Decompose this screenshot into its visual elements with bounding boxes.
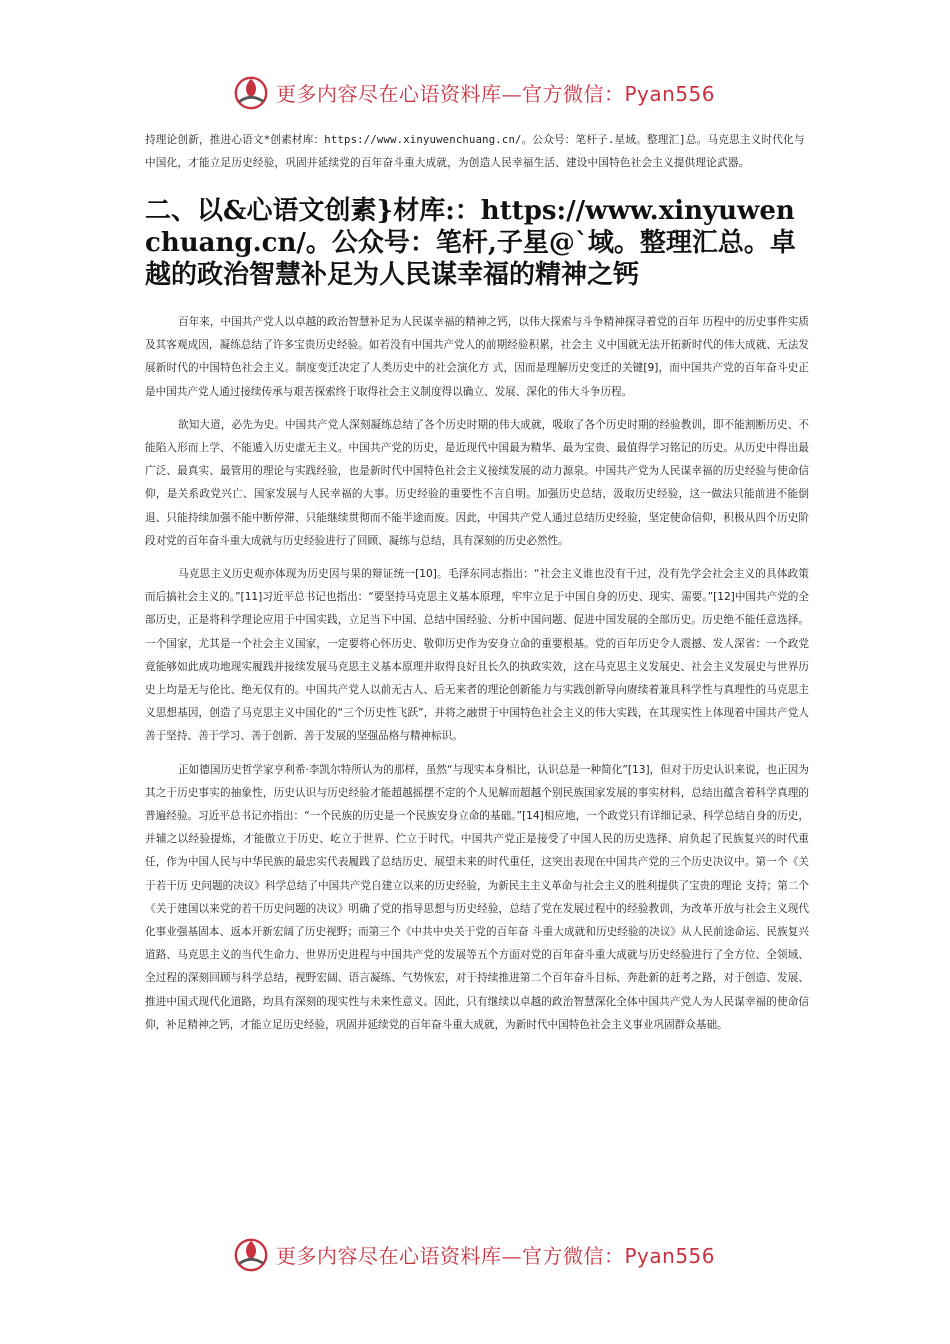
banner-text bbox=[276, 78, 715, 107]
banner-main-text: 更多内容尽在心语资料库—官方微信： bbox=[276, 1243, 625, 1268]
banner-text bbox=[276, 1240, 715, 1269]
document-body bbox=[145, 129, 809, 1047]
body-paragraph-1: 百年来，中国共产党人以卓越的政治智慧补足为人民谋幸福的精神之钙，以伟大探索与斗争精神探寻着党的百年 历程中的历史事件实质及其客观成因，凝练总结了许多宝贵历史经验。如若没有中国共产党人的前期经验积累，社会主 义中国就无法开拓新时代的伟大成就、无法发展新时代的中国特色社会主义。制度变迁决定了人类历史中的社会演化方 式，因而是理解历史变迁的关键[9]，而中国共产党的百年奋斗史正是中国共产党人通过接续传承与艰苦探索终于取得社会主义制度得以确立、发展、深化的伟大斗争历程。 bbox=[145, 316, 809, 398]
body-paragraph-2: 欲知大道，必先为史。中国共产党人深刻凝练总结了各个历史时期的伟大成就，吸取了各个历史时期的经验教训，即不能割断历史、不能陷入形而上学、不能遁入历史虚无主义。中国共产党的历史，是近现代中国最为精华、最为宝贵、最值得学习铭记的历史。从历史中得出最广泛、最真实、最管用的理论与实践经验，也是新时代中国特色社会主义接续发展的动力源泉。中国共产党为人民谋幸福的历史经验与使命信仰，是关系政党兴亡、国家发展与人民幸福的大事。历史经验的重要性不言自明。加强历史总结，汲取历史经验，这一做法只能前进不能倒退、只能持续加强不能中断停滞、只能继续贯彻而不能半途而废。因此，中国共产党人通过总结历史经验，坚定使命信仰，积极从四个历史阶段对党的百年奋斗重大成就与历史经验进行了回顾、凝练与总结，具有深刻的历史必然性。 bbox=[145, 418, 809, 547]
body-paragraph-4: 正如德国历史哲学家亨利希·李凯尔特所认为的那样，虽然“与现实本身相比，认识总是一种简化”[13]，但对于历史认识来说，也正因为其之于历史事实的抽象性，历史认识与历史经验才能超越摇摆不定的个人见解而超越个别民族国家发展的事实材料，总结出蕴含着科学真理的普遍经验。习近平总书记亦指出：“一个民族的历史是一个民族安身立命的基础。”[14]相应地，一个政党只有详细记录、科学总结自身的历史，并辅之以经验提炼，才能傲立于历史、屹立于世界、伫立于时代。中国共产党正是接受了中国人民的历史选择、肩负起了民族复兴的时代重任，作为中国人民与中华民族的最忠实代表履践了总结历史、展望未来的时代重任，这突出表现在中国共产党的三个历史决议中。第一个《关于若干历 史问题的决议》科学总结了中国共产党自建立以来的历史经验，为新民主主义革命与社会主义的胜利提供了宝贵的理论 支持；第二个《关于建国以来党的若干历史问题的决议》明确了党的指导思想与历史经验，总结了党在发展过程中的经验教训，为改革开放与社会主义现代化事业强基固本、返本开新宏阔了历史视野；而第三个《中共中央关于党的百年奋 斗重大成就和历史经验的决议》从人民前途命运、民族复兴道路、马克思主义的当代生命力、世界历史进程与中国共产党的发展等五个方面对党的百年奋斗重大成就与历史经验进行了全方位、全领域、全过程的深刻回顾与科学总结，视野宏阔、语言凝练、气势恢宏，对于持续推进第二个百年奋斗目标、奔赴新的赶考之路，对于创造、发展、推进中国式现代化道路，均具有深刻的现实性与未来性意义。因此，只有继续以卓越的政治智慧深化全体中国共产党人为人民谋幸福的使命信仰，补足精神之钙，才能立足历史经验，巩固并延续党的百年奋斗重大成就，为新时代中国特色社会主义事业巩固群众基础。 bbox=[145, 763, 809, 1031]
header-banner bbox=[232, 72, 732, 112]
flame-logo-icon bbox=[232, 73, 270, 111]
body-paragraph-3: 马克思主义历史观亦体现为历史因与果的辩证统一[10]。毛泽东同志指出：“社会主义谁也没有干过，没有先学会社会主义的具体政策而后搞社会主义的。”[11]习近平总书记也指出：“要坚持马克思主义基本原理，牢牢立足于中国自身的历史、现实、需要。”[12]中国共产党的全部历史，正是将科学理论应用于中国实践，立足当下中国、总结中国经验、分析中国问题、促进中国发展的全部历史。历史绝不能任意选择。一个国家，尤其是一个社会主义国家，一定要将心怀历史、敬仰历史作为安身立命的重要根基。党的百年历史令人震撼、发人深省：一个政党竟能够如此成功地现实履践并接续发展马克思主义基本原理并取得良好且长久的执政实效，这在马克思主义发展史、社会主义发展史与世界历史上均是无与伦比、绝无仅有的。中国共产党人以前无古人、后无来者的理论创新能力与实践创新导向赓续着兼具科学性与真理性的马克思主义思想基因，创造了马克思主义中国化的“三个历史性飞跃”，并将之融贯于中国特色社会主义的伟大实践，在其现实性上体现着中国共产党人善于坚持、善于学习、善于创新、善于发展的坚强品格与精神标识。 bbox=[145, 568, 809, 743]
wechat-id: Pyan556 bbox=[624, 1243, 716, 1268]
flame-logo-icon bbox=[232, 1235, 270, 1273]
footer-banner bbox=[232, 1234, 732, 1274]
section-heading: 二、以&心语文创素}材库:：https://www.xinyuwenchuang.cn/。公众号：笔杆,子星@`域。整理汇总。卓越的政治智慧补足为人民谋幸福的精神之钙 bbox=[145, 196, 796, 290]
wechat-id: Pyan556 bbox=[624, 81, 716, 106]
banner-main-text: 更多内容尽在心语资料库—官方微信： bbox=[276, 81, 625, 106]
intro-paragraph: 持理论创新，推进心语文*创素材库：https://www.xinyuwenchuang.cn/。公众号：笔杆子.星域。整理汇]总。马克思主义时代化与中国化，才能立足历史经验，巩固并延续党的百年奋斗重大成就，为创造人民幸福生活、建设中国特色社会主义提供理论武器。 bbox=[145, 134, 805, 169]
